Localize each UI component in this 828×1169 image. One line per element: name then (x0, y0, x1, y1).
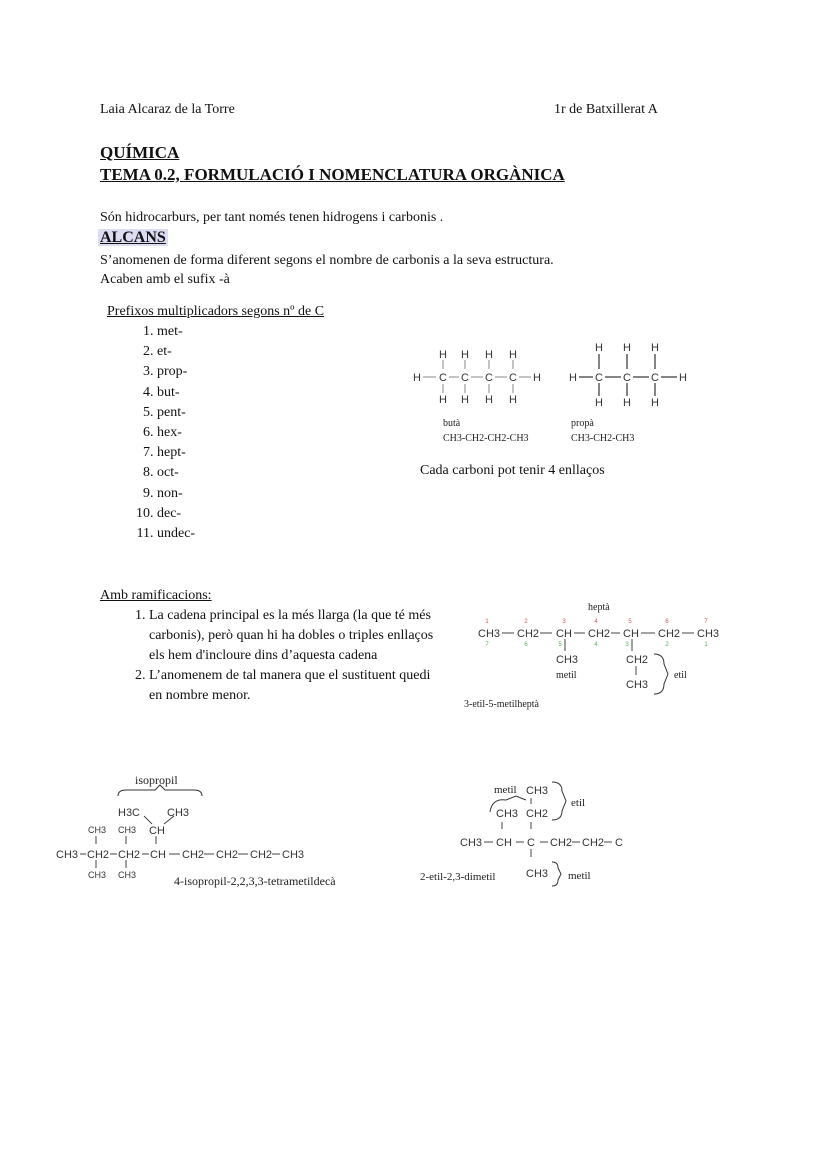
group-ch2: CH2 (182, 849, 205, 861)
metil-label: metil (556, 670, 577, 681)
group-ch2: CH2 (550, 837, 573, 849)
bottom-numbers (485, 642, 708, 648)
prefix-item: 4. but- (157, 383, 195, 403)
atom-h: H (651, 397, 659, 409)
etil-brace (654, 654, 668, 694)
buta-formula: CH3-CH2-CH2-CH3 (443, 433, 529, 444)
carbon-number: 4 (594, 642, 598, 648)
atom-c: C (651, 372, 659, 384)
atom-h: H (595, 397, 603, 409)
prefixes-title: Prefixos multiplicadors segons nº de C (107, 304, 325, 319)
carbon-number: 4 (594, 619, 598, 625)
group-ch3: CH3 (526, 785, 549, 797)
group-ch3: CH3 (88, 825, 107, 835)
group-ch: CH (556, 628, 572, 640)
carbon-number: 1 (704, 642, 708, 648)
group-ch2: CH2 (250, 849, 273, 861)
atom-h: H (461, 349, 469, 361)
atom-c: C (439, 372, 447, 384)
alcans-line1: S’anomenen de forma diferent segons el nombre de carbonis a la seva estructura. (100, 253, 554, 268)
atom-c: C (485, 372, 493, 384)
group-ch2: CH2 (118, 849, 141, 861)
example1-name: 3-etil-5-metilheptà (464, 699, 539, 710)
prefix-item: 1. met- (157, 322, 195, 342)
carbon-number: 2 (665, 642, 669, 648)
atom-c: C (595, 372, 603, 384)
group-ch3: CH3 (626, 679, 649, 691)
atom-h: H (485, 394, 493, 406)
propa-formula: CH3-CH2-CH3 (571, 433, 635, 444)
atom-c: C (509, 372, 517, 384)
class-name: 1r de Batxillerat A (554, 102, 658, 117)
prefix-item: 2. et- (157, 342, 195, 362)
prefix-item: 7. hept- (157, 443, 195, 463)
group-ch2: CH2 (216, 849, 239, 861)
metil-brace-bottom (552, 862, 561, 886)
atom-h: H (623, 342, 631, 354)
atom-h: H (679, 372, 687, 384)
propa-structure (569, 342, 687, 409)
atom-h: H (439, 394, 447, 406)
carbon-number: 7 (704, 619, 708, 625)
etil-label: etil (571, 797, 586, 809)
group-ch3: CH3 (118, 870, 137, 880)
prefix-item: 11. undec- (157, 524, 195, 544)
example3-name: 2-etil-2,3-dimetil (420, 871, 496, 883)
group-ch2: CH2 (517, 628, 540, 640)
example3-structure (416, 776, 636, 891)
buta-label: butà (443, 418, 461, 429)
group-ch3: CH3 (460, 837, 483, 849)
alcans-heading (98, 229, 168, 247)
atom-h: H (461, 394, 469, 406)
example2-chain (56, 849, 304, 861)
group-ch: CH (150, 849, 166, 861)
formula-labels (443, 418, 634, 444)
atom-h: H (533, 372, 541, 384)
hepta-label: heptà (588, 602, 610, 613)
carbon-number: 2 (524, 619, 528, 625)
author-name: Laia Alcaraz de la Torre (100, 102, 235, 117)
propa-label: propà (571, 418, 594, 429)
subject-title: QUÍMICA (100, 143, 180, 162)
prefix-item: 8. oct- (157, 463, 195, 483)
prefix-item: 9. non- (157, 484, 195, 504)
example2-name: 4-isopropil-2,2,3,3-tetrametildecà (174, 874, 336, 888)
carbon-number: 3 (625, 642, 629, 648)
metil-label-bottom: metil (568, 870, 591, 882)
example1-structure (460, 596, 735, 712)
structural-formulas (405, 340, 705, 450)
group-ch3: CH3 (556, 654, 579, 666)
alcans-line2: Acaben amb el sufix -à (100, 272, 230, 287)
prefix-item: 3. prop- (157, 362, 195, 382)
atom-h: H (413, 372, 421, 384)
group-ch3: CH3 (118, 825, 137, 835)
ramificacions-heading: Amb ramificacions: (100, 588, 212, 603)
atom-h: H (569, 372, 577, 384)
prefix-item: 10. dec- (157, 504, 195, 524)
atom-c: C (623, 372, 631, 384)
atom-c: C (461, 372, 469, 384)
example2-structure (52, 770, 372, 892)
prefix-list (157, 322, 195, 544)
group-ch2: CH2 (526, 808, 549, 820)
rule-item: 2. L’anomenem de tal manera que el sustituent quedi en nombre menor. (149, 666, 441, 706)
atom-c: C (527, 837, 535, 849)
group-ch: CH (623, 628, 639, 640)
top-numbers (485, 619, 708, 625)
group-ch3: CH3 (526, 868, 549, 880)
prefix-item: 5. pent- (157, 403, 195, 423)
atom-h: H (509, 394, 517, 406)
carbon-number: 6 (665, 619, 669, 625)
group-ch3: CH3 (167, 807, 190, 819)
etil-brace (552, 782, 566, 820)
atom-h: H (651, 342, 659, 354)
atom-c: C (615, 837, 623, 849)
group-ch3: CH3 (478, 628, 501, 640)
carbon-number: 1 (485, 619, 489, 625)
group-ch2: CH2 (582, 837, 605, 849)
group-ch: CH (496, 837, 512, 849)
atom-h: H (439, 349, 447, 361)
carbon-number: 5 (558, 642, 562, 648)
group-ch3: CH3 (88, 870, 107, 880)
group-ch2: CH2 (626, 654, 649, 666)
atom-h: H (485, 349, 493, 361)
atom-h: H (623, 397, 631, 409)
metil-label: metil (494, 784, 517, 796)
group-ch3: CH3 (56, 849, 79, 861)
etil-label: etil (674, 670, 687, 681)
group-ch3: CH3 (697, 628, 720, 640)
carbon-number: 6 (524, 642, 528, 648)
atom-h: H (595, 342, 603, 354)
group-ch: CH (149, 825, 165, 837)
topic-title: TEMA 0.2, FORMULACIÓ I NOMENCLATURA ORGÀNICA (100, 165, 565, 184)
intro-text: Són hidrocarburs, per tant només tenen hidrogens i carbonis . (100, 210, 444, 225)
group-ch2: CH2 (658, 628, 681, 640)
carbon-number: 5 (628, 619, 632, 625)
rules-list (149, 606, 441, 706)
group-ch3: CH3 (496, 808, 519, 820)
prefix-item: 6. hex- (157, 423, 195, 443)
group-h3c: H3C (118, 807, 141, 819)
isopropil-label: isopropil (135, 773, 178, 787)
rule-item: 1. La cadena principal es la més llarga (la que té més carbonis), però quan hi ha dobles o triples enllaços els hem d'incloure dins d’aquesta cadena (149, 606, 441, 666)
main-chain (478, 628, 719, 640)
carbon-number: 3 (562, 619, 566, 625)
group-ch2: CH2 (87, 849, 110, 861)
alcans-heading-text: ALCANS (100, 229, 166, 246)
atom-h: H (509, 349, 517, 361)
group-ch3: CH3 (282, 849, 305, 861)
bonds-caption: Cada carboni pot tenir 4 enllaços (420, 463, 605, 478)
carbon-number: 7 (485, 642, 489, 648)
group-ch2: CH2 (588, 628, 611, 640)
